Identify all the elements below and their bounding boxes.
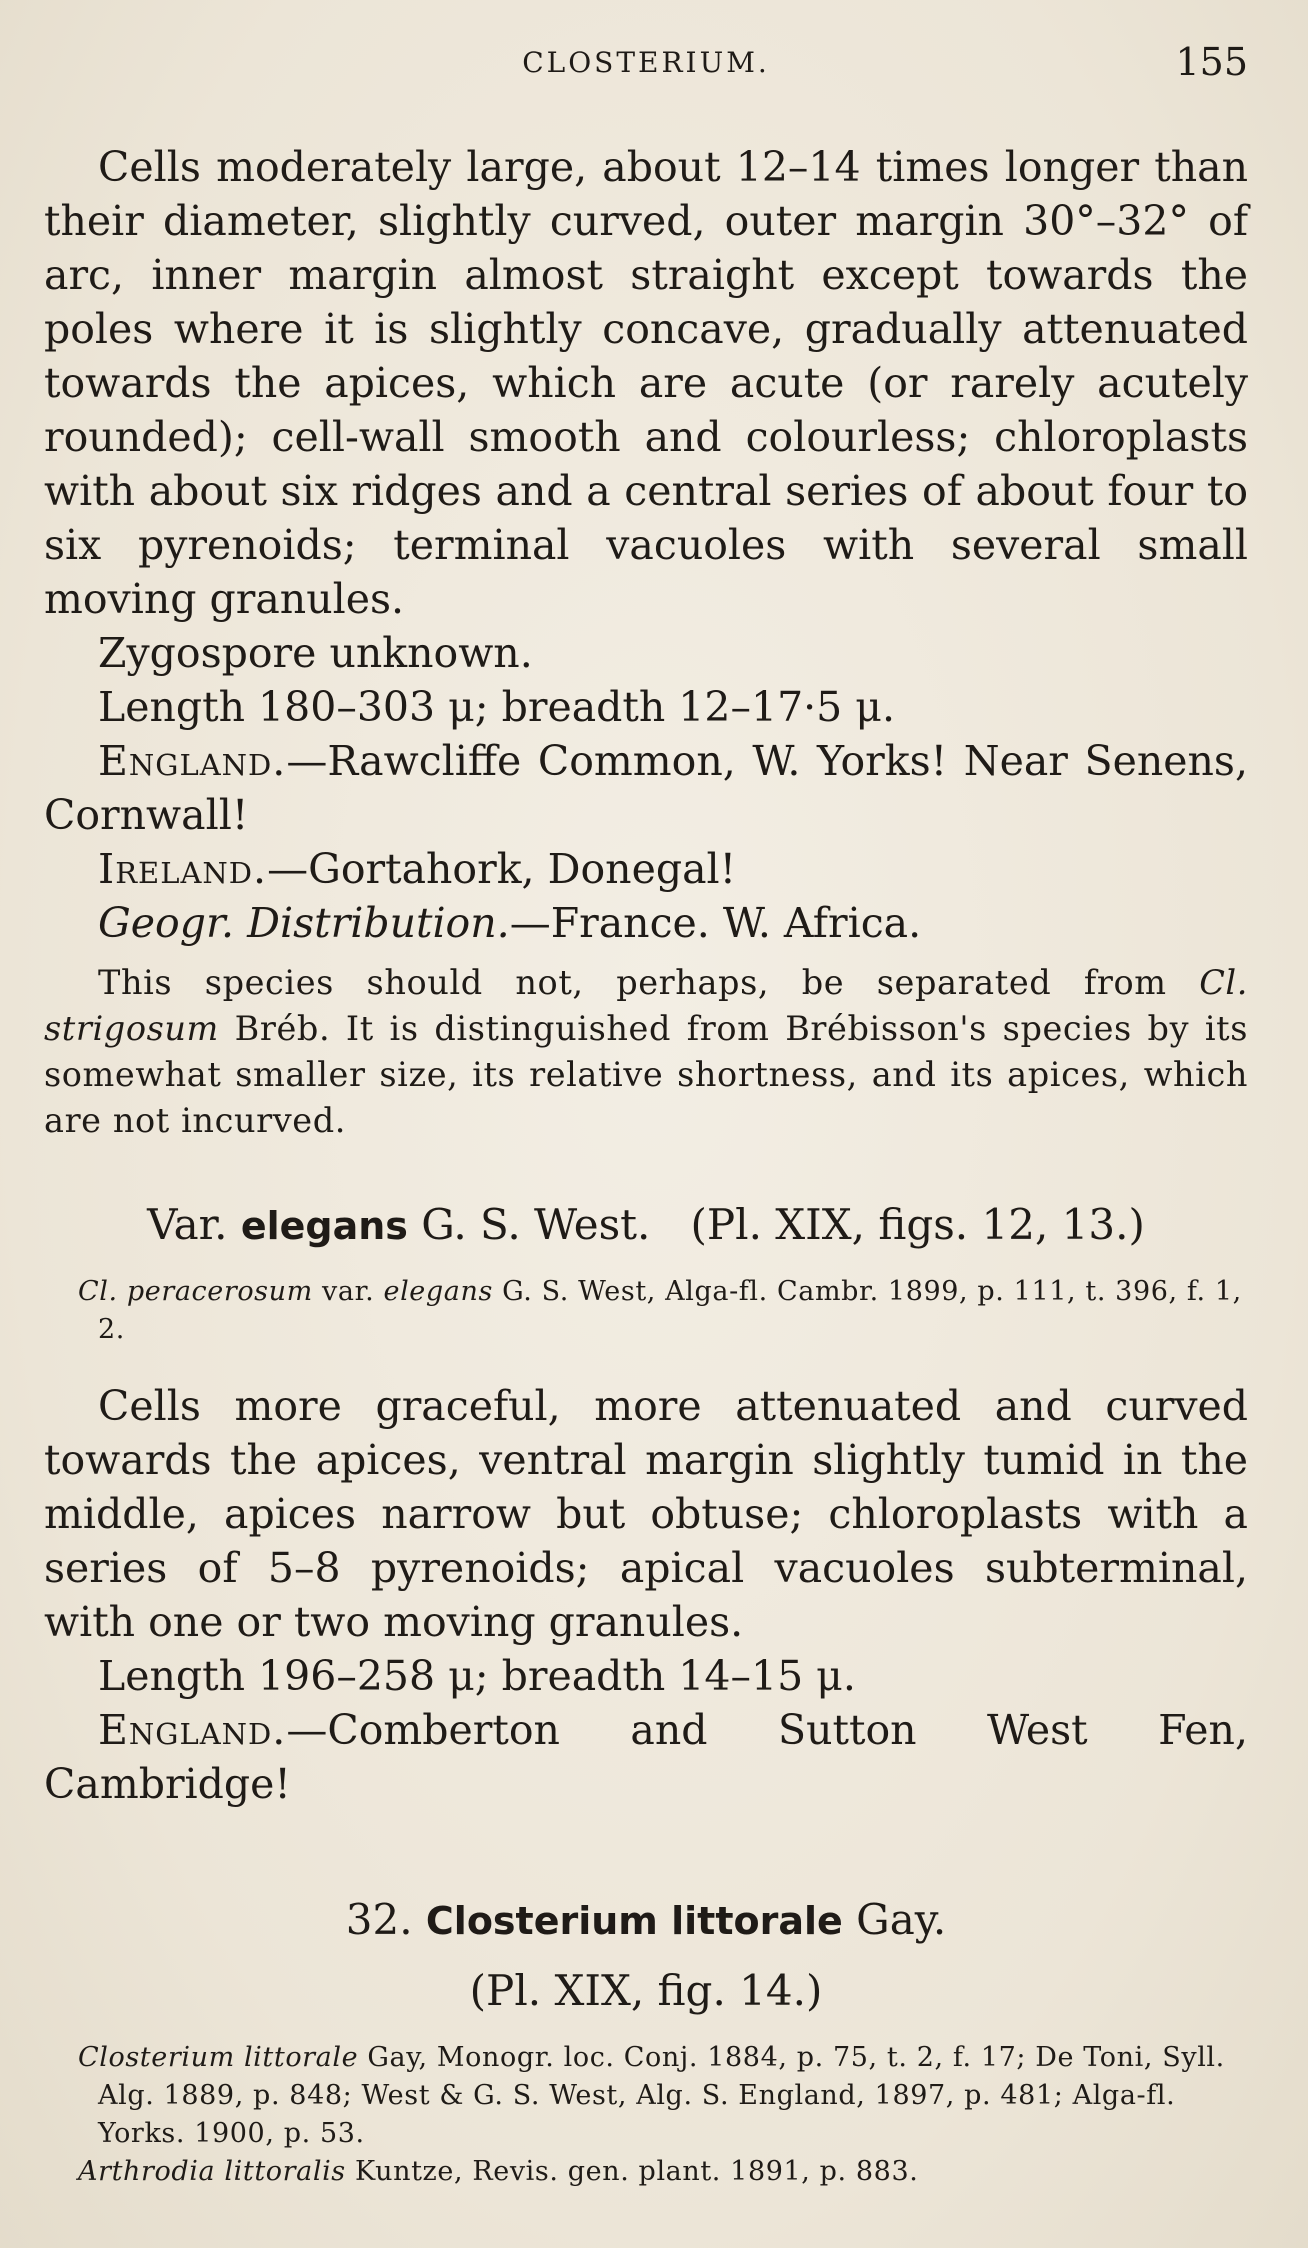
page-number: 155 <box>1175 40 1248 84</box>
england-text: —Rawcliffe Common, W. Yorks! Near Senens, Cornwall! <box>44 737 1248 839</box>
variety-author: G. S. West. <box>421 1200 651 1249</box>
dimensions-line: Length 180–303 μ; breadth 12–17·5 μ. <box>98 683 895 731</box>
ireland-locality <box>44 842 1248 896</box>
species-name: Closterium littorale <box>425 1899 843 1943</box>
species-32-reference-1 <box>44 2039 1248 2153</box>
ireland-text: —Gortahork, Donegal! <box>267 845 737 893</box>
running-title: CLOSTERIUM. <box>522 46 770 79</box>
ref2-rest: Kuntze, Revis. gen. plant. 1891, p. 883. <box>345 2156 919 2187</box>
variety-name: elegans <box>240 1204 408 1248</box>
note-part2: Bréb. It is distinguished from Brébisson's species by its somewhat smaller size, its relative shortness, and its apices, which are not incurved. <box>44 1009 1248 1140</box>
variety-england-label: England. <box>98 1706 287 1754</box>
species-32-reference-2 <box>44 2153 1248 2191</box>
species-description: Cells moderately large, about 12–14 times longer than their diameter, slightly curved, outer margin 30°–32° of arc, inner margin almost straight except towards the poles where it is slightly concave, gradually attenuated towards the apices, which are acute (or rarely acutely rounded); cell-wall smooth and colourless; chloroplasts with about six ridges and a central series of about four to six pyrenoids; terminal vacuoles with several small moving granules. <box>44 143 1248 623</box>
variety-england-locality <box>44 1703 1248 1811</box>
species-32-section <box>44 1895 1248 2191</box>
species-32-heading <box>44 1895 1248 1944</box>
variety-prefix: Var. <box>147 1200 228 1249</box>
zygospore-line: Zygospore unknown. <box>98 629 533 677</box>
geogr-text: —France. W. Africa. <box>509 899 922 947</box>
running-header <box>44 40 1248 90</box>
england-locality <box>44 734 1248 842</box>
variety-heading <box>44 1200 1248 1249</box>
variety-england-text: —Comberton and Sutton West Fen, Cambridge! <box>44 1706 1248 1808</box>
species-number: 32. <box>345 1895 413 1944</box>
england-label: England. <box>98 737 287 785</box>
species-note <box>44 960 1248 1144</box>
variety-description: Cells more graceful, more attenuated and curved towards the apices, ventral margin slightly tumid in the middle, apices narrow but obtuse; chloroplasts with a series of 5–8 pyrenoids; apical vacuoles subterminal, with one or two moving granules. <box>44 1382 1248 1646</box>
note-italic: Cl. strigosum <box>44 963 1248 1048</box>
variety-synonym <box>44 1273 1248 1349</box>
synonym-rest: G. S. West, Alga-fl. Cambr. 1899, p. 111, t. 396, f. 1, 2. <box>98 1276 1242 1345</box>
geogr-label: Geogr. Distribution. <box>98 899 510 947</box>
variety-section <box>44 1200 1248 1811</box>
ref1-rest: Gay, Monogr. loc. Conj. 1884, p. 75, t. 2, f. 17; De Toni, Syll. Alg. 1889, p. 848; West & G. S. West, Alg. S. England, 1897, p. 481; Alga-fl. Yorks. 1900, p. 53. <box>98 2042 1225 2149</box>
ref1-italic: Closterium littorale <box>78 2042 359 2073</box>
synonym-mid: var. <box>312 1276 384 1307</box>
synonym-italic-2: elegans <box>383 1276 493 1307</box>
variety-dimensions: Length 196–258 μ; breadth 14–15 μ. <box>98 1652 856 1700</box>
species-author: Gay. <box>856 1895 947 1944</box>
species-section <box>44 140 1248 1144</box>
ref2-italic: Arthrodia littoralis <box>78 2156 346 2187</box>
ireland-label: Ireland. <box>98 845 268 893</box>
geographic-distribution <box>44 896 1248 950</box>
variety-plate: (Pl. XIX, figs. 12, 13.) <box>690 1200 1145 1249</box>
species-32-plate: (Pl. XIX, fig. 14.) <box>469 1966 823 2015</box>
note-part1: This species should not, perhaps, be separated from <box>98 963 1200 1002</box>
synonym-italic-1: Cl. peracerosum <box>78 1276 313 1307</box>
